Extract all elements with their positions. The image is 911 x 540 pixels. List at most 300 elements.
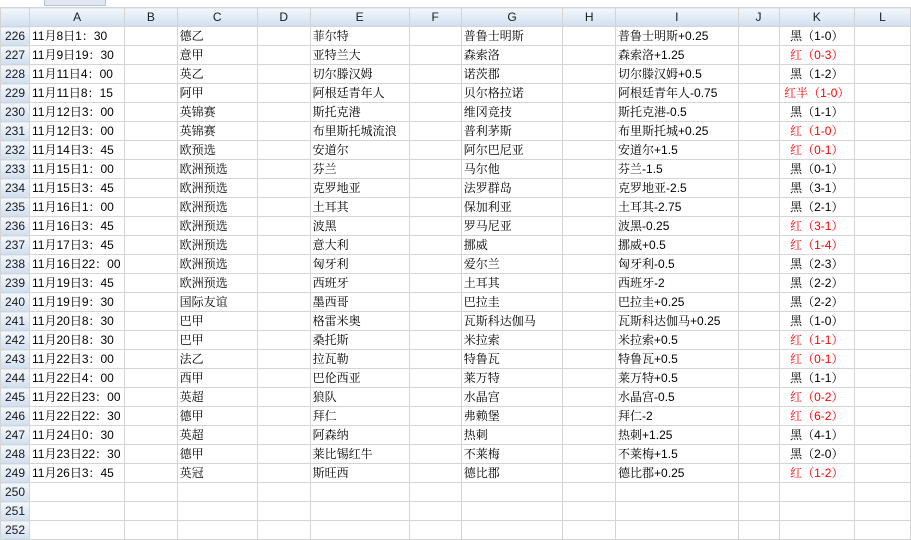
cell-D229[interactable] — [257, 84, 310, 103]
row-header[interactable]: 232 — [1, 141, 30, 160]
cell-C228[interactable]: 英乙 — [177, 65, 257, 84]
cell-K238[interactable]: 黑（2-3） — [779, 255, 854, 274]
table-row[interactable] — [1, 369, 911, 388]
row-header[interactable]: 234 — [1, 179, 30, 198]
cell-F246[interactable] — [409, 407, 461, 426]
cell-A242[interactable]: 11月20日8：30 — [30, 331, 125, 350]
cell-G243[interactable]: 特鲁瓦 — [461, 350, 563, 369]
cell-C244[interactable]: 西甲 — [177, 369, 257, 388]
cell-H231[interactable] — [563, 122, 616, 141]
cell-D230[interactable] — [257, 103, 310, 122]
cell-A239[interactable]: 11月19日3：45 — [30, 274, 125, 293]
cell-I240[interactable]: 巴拉圭+0.25 — [616, 293, 738, 312]
cell-H229[interactable] — [563, 84, 616, 103]
cell-J245[interactable] — [738, 388, 779, 407]
cell-B237[interactable] — [125, 236, 177, 255]
cell-H242[interactable] — [563, 331, 616, 350]
cell-L229[interactable] — [855, 84, 911, 103]
row-header[interactable]: 244 — [1, 369, 30, 388]
cell-C236[interactable]: 欧洲预选 — [177, 217, 257, 236]
cell-F242[interactable] — [409, 331, 461, 350]
cell-B242[interactable] — [125, 331, 177, 350]
cell-L226[interactable] — [855, 27, 911, 46]
cell-F236[interactable] — [409, 217, 461, 236]
cell-H230[interactable] — [563, 103, 616, 122]
cell-F228[interactable] — [409, 65, 461, 84]
cell-K252[interactable] — [779, 521, 854, 540]
row-header[interactable]: 239 — [1, 274, 30, 293]
column-header-C[interactable]: C — [177, 8, 257, 27]
cell-C240[interactable]: 国际友谊 — [177, 293, 257, 312]
row-header[interactable]: 248 — [1, 445, 30, 464]
row-header[interactable]: 242 — [1, 331, 30, 350]
cell-B226[interactable] — [125, 27, 177, 46]
cell-L252[interactable] — [855, 521, 911, 540]
cell-F243[interactable] — [409, 350, 461, 369]
cell-E247[interactable]: 阿森纳 — [310, 426, 409, 445]
cell-I252[interactable] — [616, 521, 738, 540]
cell-A236[interactable]: 11月16日3：45 — [30, 217, 125, 236]
cell-K251[interactable] — [779, 502, 854, 521]
cell-L240[interactable] — [855, 293, 911, 312]
cell-E238[interactable]: 匈牙利 — [310, 255, 409, 274]
cell-I249[interactable]: 德比郡+0.25 — [616, 464, 738, 483]
cell-F234[interactable] — [409, 179, 461, 198]
cell-A244[interactable]: 11月22日4：00 — [30, 369, 125, 388]
cell-J248[interactable] — [738, 445, 779, 464]
cell-G237[interactable]: 挪威 — [461, 236, 563, 255]
cell-E231[interactable]: 布里斯托城流浪 — [310, 122, 409, 141]
column-header-K[interactable]: K — [779, 8, 854, 27]
cell-F227[interactable] — [409, 46, 461, 65]
cell-H250[interactable] — [563, 483, 616, 502]
cell-A249[interactable]: 11月26日3：45 — [30, 464, 125, 483]
cell-H243[interactable] — [563, 350, 616, 369]
column-header-D[interactable]: D — [257, 8, 310, 27]
cell-H247[interactable] — [563, 426, 616, 445]
cell-I248[interactable]: 不莱梅+1.5 — [616, 445, 738, 464]
cell-B239[interactable] — [125, 274, 177, 293]
cell-B236[interactable] — [125, 217, 177, 236]
cell-B238[interactable] — [125, 255, 177, 274]
cell-C247[interactable]: 英超 — [177, 426, 257, 445]
cell-G248[interactable]: 不莱梅 — [461, 445, 563, 464]
cell-G241[interactable]: 瓦斯科达伽马 — [461, 312, 563, 331]
table-row[interactable] — [1, 65, 911, 84]
cell-B229[interactable] — [125, 84, 177, 103]
cell-D252[interactable] — [257, 521, 310, 540]
cell-F238[interactable] — [409, 255, 461, 274]
cell-A233[interactable]: 11月15日1：00 — [30, 160, 125, 179]
cell-G230[interactable]: 维冈竞技 — [461, 103, 563, 122]
cell-C227[interactable]: 意甲 — [177, 46, 257, 65]
cell-J238[interactable] — [738, 255, 779, 274]
column-header-E[interactable]: E — [310, 8, 409, 27]
cell-J232[interactable] — [738, 141, 779, 160]
row-header[interactable]: 245 — [1, 388, 30, 407]
cell-J233[interactable] — [738, 160, 779, 179]
cell-G249[interactable]: 德比郡 — [461, 464, 563, 483]
cell-B228[interactable] — [125, 65, 177, 84]
cell-C243[interactable]: 法乙 — [177, 350, 257, 369]
cell-H246[interactable] — [563, 407, 616, 426]
cell-A238[interactable]: 11月16日22：00 — [30, 255, 125, 274]
cell-C232[interactable]: 欧预选 — [177, 141, 257, 160]
cell-H241[interactable] — [563, 312, 616, 331]
select-all-corner[interactable] — [1, 8, 30, 27]
table-row[interactable] — [1, 388, 911, 407]
cell-B234[interactable] — [125, 179, 177, 198]
cell-B244[interactable] — [125, 369, 177, 388]
cell-G239[interactable]: 土耳其 — [461, 274, 563, 293]
cell-H234[interactable] — [563, 179, 616, 198]
cell-K241[interactable]: 黑（1-0） — [779, 312, 854, 331]
cell-C250[interactable] — [177, 483, 257, 502]
cell-A246[interactable]: 11月22日22：30 — [30, 407, 125, 426]
cell-J239[interactable] — [738, 274, 779, 293]
cell-D238[interactable] — [257, 255, 310, 274]
cell-F239[interactable] — [409, 274, 461, 293]
cell-K243[interactable]: 红（0-1） — [779, 350, 854, 369]
cell-A237[interactable]: 11月17日3：45 — [30, 236, 125, 255]
cell-H236[interactable] — [563, 217, 616, 236]
cell-A230[interactable]: 11月12日3：00 — [30, 103, 125, 122]
cell-E246[interactable]: 拜仁 — [310, 407, 409, 426]
cell-B250[interactable] — [125, 483, 177, 502]
cell-E249[interactable]: 斯旺西 — [310, 464, 409, 483]
cell-F240[interactable] — [409, 293, 461, 312]
cell-K235[interactable]: 黑（2-1） — [779, 198, 854, 217]
cell-L228[interactable] — [855, 65, 911, 84]
cell-E237[interactable]: 意大利 — [310, 236, 409, 255]
cell-C252[interactable] — [177, 521, 257, 540]
table-row[interactable] — [1, 236, 911, 255]
cell-F233[interactable] — [409, 160, 461, 179]
cell-C249[interactable]: 英冠 — [177, 464, 257, 483]
cell-J236[interactable] — [738, 217, 779, 236]
cell-I233[interactable]: 芬兰-1.5 — [616, 160, 738, 179]
cell-H239[interactable] — [563, 274, 616, 293]
cell-L248[interactable] — [855, 445, 911, 464]
row-header[interactable]: 246 — [1, 407, 30, 426]
cell-I246[interactable]: 拜仁-2 — [616, 407, 738, 426]
cell-G252[interactable] — [461, 521, 563, 540]
cell-J251[interactable] — [738, 502, 779, 521]
cell-L250[interactable] — [855, 483, 911, 502]
cell-G229[interactable]: 贝尔格拉诺 — [461, 84, 563, 103]
cell-I245[interactable]: 水晶宫-0.5 — [616, 388, 738, 407]
cell-J250[interactable] — [738, 483, 779, 502]
cell-I239[interactable]: 西班牙-2 — [616, 274, 738, 293]
cell-D242[interactable] — [257, 331, 310, 350]
row-header[interactable]: 238 — [1, 255, 30, 274]
row-header[interactable]: 247 — [1, 426, 30, 445]
row-header[interactable]: 233 — [1, 160, 30, 179]
cell-B249[interactable] — [125, 464, 177, 483]
cell-J235[interactable] — [738, 198, 779, 217]
cell-F248[interactable] — [409, 445, 461, 464]
cell-D247[interactable] — [257, 426, 310, 445]
cell-I235[interactable]: 土耳其-2.75 — [616, 198, 738, 217]
cell-A235[interactable]: 11月16日1：00 — [30, 198, 125, 217]
cell-J237[interactable] — [738, 236, 779, 255]
cell-A245[interactable]: 11月22日23：00 — [30, 388, 125, 407]
cell-D241[interactable] — [257, 312, 310, 331]
cell-B252[interactable] — [125, 521, 177, 540]
cell-K247[interactable]: 黑（4-1） — [779, 426, 854, 445]
cell-C245[interactable]: 英超 — [177, 388, 257, 407]
cell-J226[interactable] — [738, 27, 779, 46]
cell-J252[interactable] — [738, 521, 779, 540]
cell-I237[interactable]: 挪威+0.5 — [616, 236, 738, 255]
cell-L242[interactable] — [855, 331, 911, 350]
cell-J246[interactable] — [738, 407, 779, 426]
cell-B240[interactable] — [125, 293, 177, 312]
table-row[interactable] — [1, 46, 911, 65]
cell-D239[interactable] — [257, 274, 310, 293]
table-row[interactable] — [1, 141, 911, 160]
cell-A234[interactable]: 11月15日3：45 — [30, 179, 125, 198]
cell-C242[interactable]: 巴甲 — [177, 331, 257, 350]
cell-B227[interactable] — [125, 46, 177, 65]
cell-H251[interactable] — [563, 502, 616, 521]
cell-H245[interactable] — [563, 388, 616, 407]
row-header[interactable]: 243 — [1, 350, 30, 369]
cell-B246[interactable] — [125, 407, 177, 426]
cell-L237[interactable] — [855, 236, 911, 255]
table-row[interactable] — [1, 521, 911, 540]
cell-C238[interactable]: 欧洲预选 — [177, 255, 257, 274]
cell-B231[interactable] — [125, 122, 177, 141]
spreadsheet-grid[interactable] — [0, 7, 911, 540]
column-header-F[interactable]: F — [409, 8, 461, 27]
cell-I230[interactable]: 斯托克港-0.5 — [616, 103, 738, 122]
cell-H232[interactable] — [563, 141, 616, 160]
cell-H237[interactable] — [563, 236, 616, 255]
cell-H240[interactable] — [563, 293, 616, 312]
cell-J241[interactable] — [738, 312, 779, 331]
cell-I229[interactable]: 阿根廷青年人-0.75 — [616, 84, 738, 103]
cell-D251[interactable] — [257, 502, 310, 521]
column-header-H[interactable]: H — [563, 8, 616, 27]
column-header-A[interactable]: A — [30, 8, 125, 27]
cell-I227[interactable]: 森索洛+1.25 — [616, 46, 738, 65]
cell-L243[interactable] — [855, 350, 911, 369]
cell-D228[interactable] — [257, 65, 310, 84]
column-header-B[interactable]: B — [125, 8, 177, 27]
cell-L245[interactable] — [855, 388, 911, 407]
cell-I231[interactable]: 布里斯托城+0.25 — [616, 122, 738, 141]
cell-C234[interactable]: 欧洲预选 — [177, 179, 257, 198]
cell-G238[interactable]: 爱尔兰 — [461, 255, 563, 274]
cell-F250[interactable] — [409, 483, 461, 502]
cell-A250[interactable] — [30, 483, 125, 502]
cell-I236[interactable]: 波黑-0.25 — [616, 217, 738, 236]
cell-D249[interactable] — [257, 464, 310, 483]
cell-F226[interactable] — [409, 27, 461, 46]
row-header[interactable]: 252 — [1, 521, 30, 540]
cell-K234[interactable]: 黑（3-1） — [779, 179, 854, 198]
table-row[interactable] — [1, 274, 911, 293]
cell-G233[interactable]: 马尔他 — [461, 160, 563, 179]
cell-D227[interactable] — [257, 46, 310, 65]
cell-H252[interactable] — [563, 521, 616, 540]
cell-G236[interactable]: 罗马尼亚 — [461, 217, 563, 236]
cell-E240[interactable]: 墨西哥 — [310, 293, 409, 312]
table-row[interactable] — [1, 483, 911, 502]
cell-G226[interactable]: 普鲁士明斯 — [461, 27, 563, 46]
cell-B233[interactable] — [125, 160, 177, 179]
row-header[interactable]: 236 — [1, 217, 30, 236]
cell-C229[interactable]: 阿甲 — [177, 84, 257, 103]
cell-B243[interactable] — [125, 350, 177, 369]
row-header[interactable]: 251 — [1, 502, 30, 521]
table-row[interactable] — [1, 464, 911, 483]
cell-E230[interactable]: 斯托克港 — [310, 103, 409, 122]
cell-K246[interactable]: 红（6-2） — [779, 407, 854, 426]
row-header[interactable]: 227 — [1, 46, 30, 65]
cell-D250[interactable] — [257, 483, 310, 502]
cell-C246[interactable]: 德甲 — [177, 407, 257, 426]
cell-J228[interactable] — [738, 65, 779, 84]
cell-G232[interactable]: 阿尔巴尼亚 — [461, 141, 563, 160]
column-header-L[interactable]: L — [855, 8, 911, 27]
cell-C235[interactable]: 欧洲预选 — [177, 198, 257, 217]
cell-D235[interactable] — [257, 198, 310, 217]
cell-K239[interactable]: 黑（2-2） — [779, 274, 854, 293]
cell-I247[interactable]: 热刺+1.25 — [616, 426, 738, 445]
row-header[interactable]: 229 — [1, 84, 30, 103]
cell-C241[interactable]: 巴甲 — [177, 312, 257, 331]
cell-A248[interactable]: 11月23日22：30 — [30, 445, 125, 464]
cell-E234[interactable]: 克罗地亚 — [310, 179, 409, 198]
row-header[interactable]: 250 — [1, 483, 30, 502]
cell-E244[interactable]: 巴伦西亚 — [310, 369, 409, 388]
cell-A229[interactable]: 11月11日8：15 — [30, 84, 125, 103]
cell-E250[interactable] — [310, 483, 409, 502]
cell-K226[interactable]: 黑（1-0） — [779, 27, 854, 46]
cell-K249[interactable]: 红（1-2） — [779, 464, 854, 483]
cell-I242[interactable]: 米拉索+0.5 — [616, 331, 738, 350]
cell-H226[interactable] — [563, 27, 616, 46]
cell-C237[interactable]: 欧洲预选 — [177, 236, 257, 255]
cell-F237[interactable] — [409, 236, 461, 255]
row-header[interactable]: 240 — [1, 293, 30, 312]
cell-H233[interactable] — [563, 160, 616, 179]
cell-I241[interactable]: 瓦斯科达伽马+0.25 — [616, 312, 738, 331]
table-row[interactable] — [1, 445, 911, 464]
cell-I243[interactable]: 特鲁瓦+0.5 — [616, 350, 738, 369]
table-row[interactable] — [1, 103, 911, 122]
cell-D234[interactable] — [257, 179, 310, 198]
cell-E226[interactable]: 菲尔特 — [310, 27, 409, 46]
cell-K232[interactable]: 红（0-1） — [779, 141, 854, 160]
row-header[interactable]: 231 — [1, 122, 30, 141]
table-row[interactable] — [1, 217, 911, 236]
cell-F244[interactable] — [409, 369, 461, 388]
cell-K244[interactable]: 黑（1-1） — [779, 369, 854, 388]
cell-A240[interactable]: 11月19日9：30 — [30, 293, 125, 312]
table-row[interactable] — [1, 502, 911, 521]
cell-J243[interactable] — [738, 350, 779, 369]
cell-B248[interactable] — [125, 445, 177, 464]
cell-K248[interactable]: 黑（2-0） — [779, 445, 854, 464]
cell-J229[interactable] — [738, 84, 779, 103]
cell-A247[interactable]: 11月24日0：30 — [30, 426, 125, 445]
cell-L235[interactable] — [855, 198, 911, 217]
cell-E236[interactable]: 波黑 — [310, 217, 409, 236]
cell-H244[interactable] — [563, 369, 616, 388]
table-row[interactable] — [1, 198, 911, 217]
cell-F247[interactable] — [409, 426, 461, 445]
cell-C251[interactable] — [177, 502, 257, 521]
cell-E245[interactable]: 狼队 — [310, 388, 409, 407]
cell-I250[interactable] — [616, 483, 738, 502]
cell-L234[interactable] — [855, 179, 911, 198]
cell-E251[interactable] — [310, 502, 409, 521]
cell-G227[interactable]: 森索洛 — [461, 46, 563, 65]
cell-F235[interactable] — [409, 198, 461, 217]
cell-A251[interactable] — [30, 502, 125, 521]
cell-F249[interactable] — [409, 464, 461, 483]
row-header[interactable]: 237 — [1, 236, 30, 255]
cell-J242[interactable] — [738, 331, 779, 350]
cell-H248[interactable] — [563, 445, 616, 464]
cell-G250[interactable] — [461, 483, 563, 502]
cell-J249[interactable] — [738, 464, 779, 483]
cell-G247[interactable]: 热刺 — [461, 426, 563, 445]
cell-J231[interactable] — [738, 122, 779, 141]
cell-A226[interactable]: 11月8日1：30 — [30, 27, 125, 46]
cell-K250[interactable] — [779, 483, 854, 502]
cell-B251[interactable] — [125, 502, 177, 521]
cell-G245[interactable]: 水晶宫 — [461, 388, 563, 407]
cell-J244[interactable] — [738, 369, 779, 388]
cell-D226[interactable] — [257, 27, 310, 46]
table-row[interactable] — [1, 122, 911, 141]
cell-A241[interactable]: 11月20日8：30 — [30, 312, 125, 331]
cell-D248[interactable] — [257, 445, 310, 464]
name-box-fragment[interactable] — [44, 0, 106, 6]
cell-H235[interactable] — [563, 198, 616, 217]
cell-E248[interactable]: 莱比锡红牛 — [310, 445, 409, 464]
cell-C230[interactable]: 英锦赛 — [177, 103, 257, 122]
cell-G235[interactable]: 保加利亚 — [461, 198, 563, 217]
cell-K228[interactable]: 黑（1-2） — [779, 65, 854, 84]
cell-J234[interactable] — [738, 179, 779, 198]
row-header[interactable]: 226 — [1, 27, 30, 46]
cell-L238[interactable] — [855, 255, 911, 274]
cell-E243[interactable]: 拉瓦勒 — [310, 350, 409, 369]
cell-E232[interactable]: 安道尔 — [310, 141, 409, 160]
cell-K233[interactable]: 黑（0-1） — [779, 160, 854, 179]
cell-C239[interactable]: 欧洲预选 — [177, 274, 257, 293]
table-row[interactable] — [1, 160, 911, 179]
cell-E228[interactable]: 切尔滕汉姆 — [310, 65, 409, 84]
cell-B241[interactable] — [125, 312, 177, 331]
cell-J227[interactable] — [738, 46, 779, 65]
cell-J247[interactable] — [738, 426, 779, 445]
cell-I226[interactable]: 普鲁士明斯+0.25 — [616, 27, 738, 46]
column-header-I[interactable]: I — [616, 8, 738, 27]
cell-E233[interactable]: 芬兰 — [310, 160, 409, 179]
cell-K245[interactable]: 红（0-2） — [779, 388, 854, 407]
cell-A231[interactable]: 11月12日3：00 — [30, 122, 125, 141]
cell-E235[interactable]: 土耳其 — [310, 198, 409, 217]
cell-L246[interactable] — [855, 407, 911, 426]
cell-H249[interactable] — [563, 464, 616, 483]
table-row[interactable] — [1, 84, 911, 103]
